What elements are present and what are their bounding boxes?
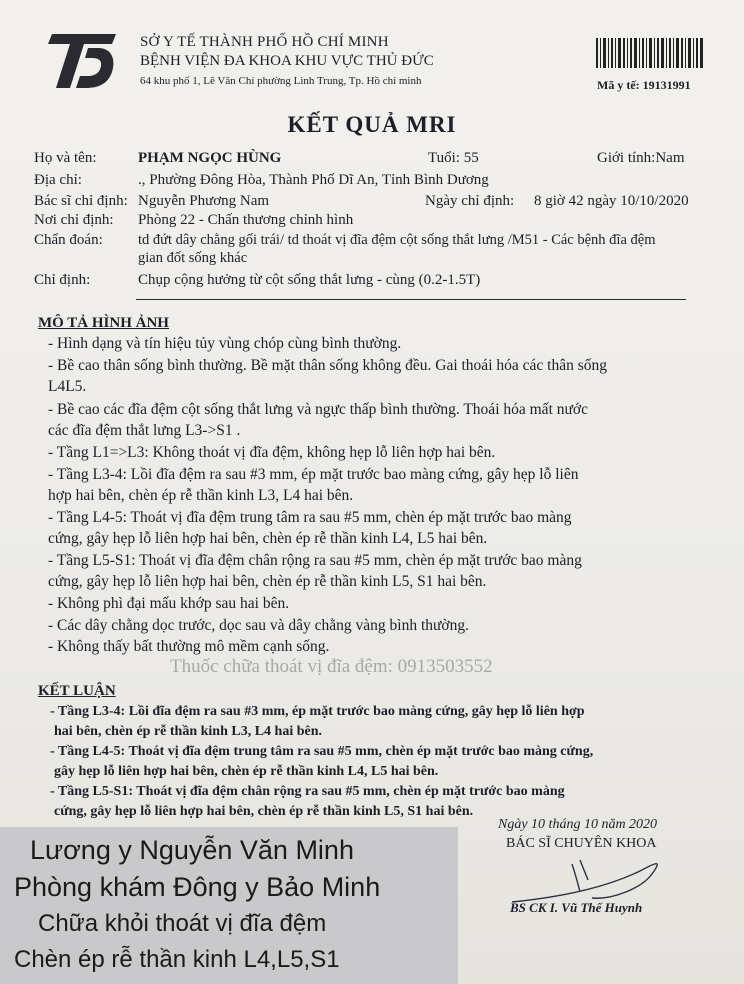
patient-age: Tuổi: 55 <box>428 150 479 166</box>
description-line: hợp hai bên, chèn ép rễ thần kinh L3, L4 hai bên. <box>48 487 354 504</box>
promo-line-4: Chèn ép rễ thần kinh L4,L5,S1 <box>14 946 340 973</box>
address-label: Địa chỉ: <box>34 172 82 188</box>
conclusion-line: - Tầng L3-4: Lồi đĩa đệm ra sau #3 mm, ép mặt trước bao màng cứng, gây hẹp lỗ liên hợp <box>50 704 585 719</box>
conclusion-heading: KẾT LUẬN <box>38 683 116 699</box>
diagnosis-label: Chẩn đoán: <box>34 232 103 248</box>
sign-role: BÁC SĨ CHUYÊN KHOA <box>506 836 657 851</box>
description-line: - Hình dạng và tín hiệu tủy vùng chóp cùng bình thường. <box>48 335 402 352</box>
conclusion-line: gây hẹp lỗ liên hợp hai bên, chèn ép rễ thần kinh L4, L5 hai bên. <box>54 764 439 779</box>
description-line: - Tầng L4-5: Thoát vị đĩa đệm trung tâm ra sau #5 mm, chèn ép mặt trước bao màng <box>48 509 572 526</box>
divider-line <box>136 299 686 300</box>
hospital-logo-icon <box>46 30 118 92</box>
description-line: - Bề cao thân sống bình thường. Bề mặt thân sống không đều. Gai thoái hóa các thân sống <box>48 357 607 374</box>
barcode-icon <box>596 38 704 68</box>
conclusion-line: cứng, gây hẹp lỗ liên hợp hai bên, chèn ép rễ thần kinh L5, S1 hai bên. <box>54 804 474 819</box>
description-heading: MÔ TẢ HÌNH ẢNH <box>38 315 169 331</box>
place-label: Nơi chỉ định: <box>34 212 114 228</box>
report-title: KẾT QUẢ MRI <box>287 112 457 137</box>
description-line: - Các dây chằng dọc trước, dọc sau và dây chằng vàng bình thường. <box>48 617 469 634</box>
conclusion-line: hai bên, chèn ép rễ thần kinh L3, L4 hai bên. <box>54 724 323 739</box>
sign-date: Ngày 10 tháng 10 năm 2020 <box>498 817 658 832</box>
medical-code: Mã y tế: 19131991 <box>597 78 691 92</box>
diagnosis-line-1: td đứt dây chằng gối trái/ td thoát vị đĩa đệm cột sống thắt lưng /M51 - Các bệnh đĩa đệm <box>138 232 656 248</box>
order-label: Chỉ định: <box>34 272 91 288</box>
ordering-place: Phòng 22 - Chấn thương chỉnh hình <box>138 212 354 228</box>
patient-gender: Giới tính:Nam <box>597 150 685 166</box>
description-line: - Không phì đại mấu khớp sau hai bên. <box>48 595 290 612</box>
conclusion-line: - Tầng L4-5: Thoát vị đĩa đệm trung tâm ra sau #5 mm, chèn ép mặt trước bao màng cứng, <box>50 744 594 759</box>
doctor-signature-name: BS CK I. Vũ Thế Huynh <box>510 900 643 915</box>
promo-overlay <box>0 827 458 984</box>
order-date: 8 giờ 42 ngày 10/10/2020 <box>534 193 689 209</box>
description-line: cứng, gây hẹp lỗ liên hợp hai bên, chèn ép rễ thần kinh L4, L5 hai bên. <box>48 530 488 547</box>
promo-line-2: Phòng khám Đông y Bảo Minh <box>14 872 381 902</box>
promo-line-1: Lương y Nguyễn Văn Minh <box>30 835 354 865</box>
description-line: - Không thấy bất thường mô mềm cạnh sống. <box>48 638 330 655</box>
description-line: - Bề cao các đĩa đệm cột sống thắt lưng và ngực thấp bình thường. Thoái hóa mất nước <box>48 401 588 418</box>
description-line: các đĩa đệm thắt lưng L3->S1 . <box>48 422 241 439</box>
description-line: cứng, gây hẹp lỗ liên hợp hai bên, chèn ép rễ thần kinh L5, S1 hai bên. <box>48 573 487 590</box>
patient-address: ., Phường Đông Hòa, Thành Phố Dĩ An, Tỉnh Bình Dương <box>138 172 489 188</box>
diagnosis-line-2: gian đốt sống khác <box>138 250 248 266</box>
ordering-doctor: Nguyễn Phương Nam <box>138 193 270 209</box>
description-line: - Tầng L3-4: Lồi đĩa đệm ra sau #3 mm, ép mặt trước bao màng cứng, gây hẹp lỗ liên <box>48 466 579 483</box>
description-line: - Tầng L5-S1: Thoát vị đĩa đệm chân rộng ra sau #5 mm, chèn ép mặt trước bao màng <box>48 552 582 569</box>
description-line: L4L5. <box>48 378 87 395</box>
hospital-name: BỆNH VIỆN ĐA KHOA KHU VỰC THỦ ĐỨC <box>140 53 434 69</box>
order-procedure: Chụp cộng hưởng từ cột sống thắt lưng - cùng (0.2-1.5T) <box>138 272 481 288</box>
name-label: Họ và tên: <box>34 150 97 166</box>
department-name: SỞ Y TẾ THÀNH PHỐ HỒ CHÍ MINH <box>140 34 389 50</box>
description-line: - Tầng L1=>L3: Không thoát vị đĩa đệm, không hẹp lỗ liên hợp hai bên. <box>48 444 496 461</box>
doctor-label: Bác sĩ chỉ định: <box>34 193 128 209</box>
watermark-text: Thuốc chữa thoát vị đĩa đệm: 0913503552 <box>170 656 493 677</box>
hospital-address: 64 khu phố 1, Lê Văn Chí phường Linh Trung, Tp. Hồ chí minh <box>140 75 422 87</box>
promo-line-3: Chữa khỏi thoát vị đĩa đệm <box>38 910 327 937</box>
conclusion-line: - Tầng L5-S1: Thoát vị đĩa đệm chân rộng ra sau #5 mm, chèn ép mặt trước bao màng <box>50 784 565 799</box>
order-date-label: Ngày chỉ định: <box>425 193 515 209</box>
patient-name: PHẠM NGỌC HÙNG <box>138 150 282 166</box>
